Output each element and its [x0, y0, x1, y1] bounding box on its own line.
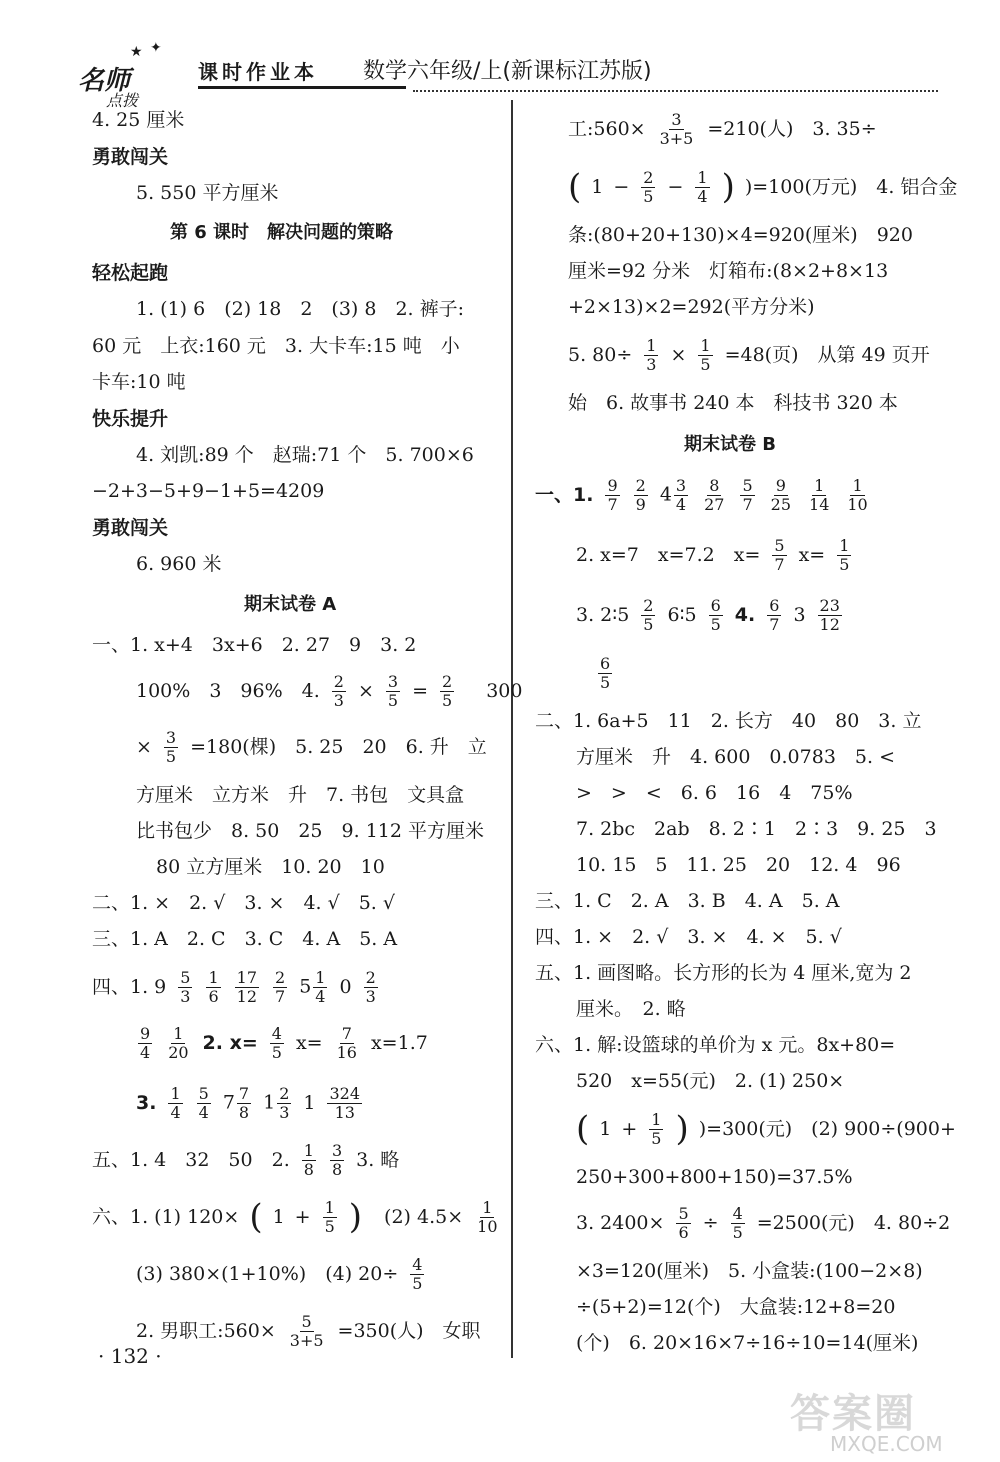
fraction: $\frac{3}{8}$: [331, 1140, 343, 1179]
fraction: $\frac{1}{4}$: [170, 1083, 181, 1122]
answer-line: 三、1. C 2. A 3. B 4. A 5. A: [535, 890, 840, 912]
answer-line: 六、1. (1) 120× ( 1 + $\frac{1}{5}$ ) (2) 4.5× $\frac{1}{10}$: [92, 1197, 498, 1237]
answer-line: 1. (1) 6 (2) 18 2 (3) 8 2. 裤子:: [136, 298, 465, 320]
answer-line: +2×13)×2=292(平方分米): [568, 296, 815, 318]
fraction: $\frac{9}{7}$: [607, 475, 618, 514]
answer-line: [596, 653, 614, 692]
series-underline: [198, 86, 406, 89]
answer-line: 250+300+800+150)=37.5%: [576, 1166, 853, 1188]
watermark-text: 答案圈: [790, 1391, 916, 1437]
answer-line: 4. 刘凯:89 个 赵瑞:71 个 5. 700×6: [136, 444, 474, 466]
logo-text-top: 名师: [78, 66, 131, 96]
header-dotted-rule: [413, 90, 938, 92]
fraction: $\frac{1}{6}$: [208, 967, 219, 1006]
answer-line: (个) 6. 20×16×7÷16÷10=14(厘米): [576, 1332, 919, 1354]
page-number: · 132 ·: [98, 1344, 162, 1368]
section-heading: 勇敢闯关: [92, 517, 169, 539]
exam-title: 期末试卷 B: [684, 434, 776, 455]
fraction: $\frac{4}{5}$: [412, 1254, 423, 1293]
fraction: $\frac{1}{5}$: [324, 1197, 335, 1236]
fraction: $\frac{1}{14}$: [809, 475, 830, 514]
mixed-number: 1 $\frac{2}{3}$: [263, 1083, 290, 1122]
mixed-number: 7 $\frac{7}{8}$: [222, 1083, 250, 1122]
answer-line: 3. 2∶5 $\frac{2}{5}$ 6∶5 $\frac{6}{5}$ 4. $\frac{6}{7}$ 3 $\frac{23}{12}$: [576, 595, 840, 634]
answer-line: 3. $\frac{1}{4}$ $\frac{5}{4}$ 7 $\frac{7}{8}$ 1 $\frac{2}{3}$ 1 $\frac{324}{13}$: [136, 1083, 361, 1122]
answer-line: ( 1 − $\frac{2}{5}$ − $\frac{1}{4}$ ) )=100(万元) 4. 铝合金: [568, 167, 958, 207]
answer-line: (3) 380×(1+10%) (4) 20÷ $\frac{4}{5}$: [136, 1254, 423, 1293]
fraction: $\frac{3}{5}$: [387, 671, 399, 710]
answer-line: 7. 2bc 2ab 8. 2∶1 2∶3 9. 25 3: [576, 818, 937, 840]
answer-line: 方厘米 升 4. 600 0.0783 5. <: [576, 746, 896, 768]
answer-line: 10. 15 5 11. 25 20 12. 4 96: [576, 854, 901, 876]
answer-line: 厘米。 2. 略: [576, 998, 686, 1020]
fraction: $\frac{4}{5}$: [271, 1023, 282, 1062]
section-heading: 勇敢闯关: [92, 146, 169, 168]
fraction: $\frac{1}{5}$: [700, 335, 711, 374]
fraction: $\frac{2}{3}$: [365, 967, 376, 1006]
fraction: $\frac{3}{3+5}$: [659, 109, 694, 148]
fraction: $\frac{1}{4}$: [697, 167, 708, 206]
fraction: $\frac{7}{16}$: [336, 1023, 357, 1062]
fraction: $\frac{2}{5}$: [643, 595, 654, 634]
answer-line: 六、1. 解:设篮球的单价为 x 元。8x+80=: [535, 1034, 896, 1056]
fraction: $\frac{5}{7}$: [742, 475, 753, 514]
publisher-logo: [78, 40, 198, 110]
watermark-url: MXQE.COM: [830, 1432, 943, 1456]
answer-line: 100% 3 96% 4. $\frac{2}{3}$ × $\frac{3}{5}$ = $\frac{2}{5}$ 300: [136, 671, 523, 710]
fraction: $\frac{2}{5}$: [643, 167, 654, 206]
answer-line: 三、1. A 2. C 3. C 4. A 5. A: [92, 928, 398, 950]
answer-line: 3. 2400× $\frac{5}{6}$ ÷ $\frac{4}{5}$ =2500(元) 4. 80÷2: [576, 1203, 951, 1242]
column-divider: [511, 100, 513, 1358]
answer-line: 比书包少 8. 50 25 9. 112 平方厘米: [136, 820, 484, 842]
answer-line: 一、1. $\frac{9}{7}$ $\frac{2}{9}$ 4 $\frac{3}{4}$ $\frac{8}{27}$ $\frac{5}{7}$ $\frac{9}{25}$ $\frac{1}{14}$ $\frac{1}{10}$: [535, 475, 868, 514]
page-header: [78, 30, 938, 110]
fraction: $\frac{1}{5}$: [651, 1109, 662, 1148]
exam-title: 期末试卷 A: [244, 594, 337, 615]
answer-line: 工:560× $\frac{3}{3+5}$ =210(人) 3. 35÷: [568, 109, 877, 148]
answer-line: 80 立方厘米 10. 20 10: [156, 856, 385, 878]
fraction: $\frac{5}{4}$: [198, 1083, 209, 1122]
fraction: $\frac{2}{5}$: [442, 671, 453, 710]
fraction: $\frac{3}{5}$: [165, 727, 177, 766]
lesson-title: 第 6 课时 解决问题的策略: [170, 222, 394, 243]
answer-line: 4. 25 厘米: [92, 109, 185, 131]
answer-line: ×3=120(厘米) 5. 小盒装:(100−2×8): [576, 1260, 923, 1282]
answer-line: 二、1. 6a+5 11 2. 长方 40 80 3. 立: [535, 710, 922, 732]
answer-line: 2. 男职工:560× $\frac{5}{3+5}$ =350(人) 女职: [136, 1311, 481, 1350]
fraction: $\frac{6}{5}$: [600, 653, 611, 692]
fraction: $\frac{2}{9}$: [635, 475, 646, 514]
logo-text-bottom: 点拨: [106, 91, 139, 110]
fraction: $\frac{1}{10}$: [477, 1197, 498, 1236]
answer-line: 5. 80÷ $\frac{1}{3}$ × $\frac{1}{5}$ =48(页) 从第 49 页开: [568, 335, 930, 374]
answer-line: 一、1. x+4 3x+6 2. 27 9 3. 2: [92, 634, 417, 656]
answer-line: 条:(80+20+130)×4=920(厘米) 920: [568, 224, 913, 246]
answer-line: ( 1 + $\frac{1}{5}$ ) )=300(元) (2) 900÷(900+: [576, 1109, 956, 1149]
answer-line: 60 元 上衣:160 元 3. 大卡车:15 吨 小: [92, 335, 460, 357]
answer-line: × $\frac{3}{5}$ =180(棵) 5. 25 20 6. 升 立: [136, 727, 487, 766]
fraction: $\frac{324}{13}$: [329, 1083, 361, 1122]
star-icon: ★: [130, 44, 143, 60]
mixed-number: 4 $\frac{3}{4}$: [659, 475, 687, 514]
fraction: $\frac{17}{12}$: [236, 967, 257, 1006]
fraction: $\frac{9}{25}$: [770, 475, 792, 514]
fraction: $\frac{5}{7}$: [774, 535, 785, 574]
answer-line: 520 x=55(元) 2. (1) 250×: [576, 1070, 845, 1092]
answer-line: 6. 960 米: [136, 553, 222, 575]
answer-line: 四、1. × 2. √ 3. × 4. × 5. √: [535, 926, 842, 948]
fraction: $\frac{8}{27}$: [704, 475, 725, 514]
series-title: 课时作业本: [198, 60, 318, 84]
answer-line: 二、1. × 2. √ 3. × 4. √ 5. √: [92, 892, 395, 914]
answer-line: 5. 550 平方厘米: [136, 182, 279, 204]
answer-line: 厘米=92 分米 灯箱布:(8×2+8×13: [568, 260, 889, 282]
fraction: $\frac{1}{8}$: [303, 1140, 314, 1179]
answer-line: 五、1. 4 32 50 2. $\frac{1}{8}$ $\frac{3}{8}$ 3. 略: [92, 1140, 400, 1179]
section-heading: 快乐提升: [92, 408, 169, 430]
fraction: $\frac{1}{3}$: [646, 335, 657, 374]
answer-line: −2+3−5+9−1+5=4209: [92, 480, 325, 502]
answer-line: $\frac{9}{4}$ $\frac{1}{20}$ 2. x= $\frac{4}{5}$ x= $\frac{7}{16}$ x=1.7: [140, 1023, 428, 1062]
fraction: $\frac{9}{4}$: [140, 1023, 151, 1062]
fraction: $\frac{5}{3+5}$: [289, 1311, 324, 1350]
section-heading: 轻松起跑: [92, 262, 169, 284]
answer-line: 五、1. 画图略。长方形的长为 4 厘米,宽为 2: [535, 962, 912, 984]
answer-line: > > < 6. 6 16 4 75%: [576, 782, 853, 804]
answer-line: 2. x=7 x=7.2 x= $\frac{5}{7}$ x= $\frac{1}{5}$: [576, 535, 850, 574]
answer-line: ÷(5+2)=12(个) 大盒装:12+8=20: [576, 1296, 896, 1318]
fraction: $\frac{5}{3}$: [180, 967, 191, 1006]
sparkle-icon: ✦: [150, 40, 162, 56]
subject-title: 数学六年级/上(新课标江苏版): [363, 59, 652, 84]
fraction: $\frac{23}{12}$: [819, 595, 840, 634]
fraction: $\frac{2}{7}$: [275, 967, 286, 1006]
answer-line: 始 6. 故事书 240 本 科技书 320 本: [568, 392, 898, 414]
answer-line: 四、1. 9 $\frac{5}{3}$ $\frac{1}{6}$ $\frac{17}{12}$ $\frac{2}{7}$ 5 $\frac{1}{4}$ 0 $\frac{2}{3}$: [92, 967, 376, 1006]
fraction: $\frac{1}{5}$: [839, 535, 850, 574]
answer-line: 方厘米 立方米 升 7. 书包 文具盒: [136, 784, 465, 806]
fraction: $\frac{4}{5}$: [732, 1203, 743, 1242]
fraction: $\frac{1}{10}$: [847, 475, 868, 514]
fraction: $\frac{1}{20}$: [168, 1023, 189, 1062]
fraction: $\frac{6}{5}$: [710, 595, 721, 634]
fraction: $\frac{6}{7}$: [769, 595, 780, 634]
mixed-number: 5 $\frac{1}{4}$: [299, 967, 326, 1006]
fraction: $\frac{5}{6}$: [678, 1203, 689, 1242]
answer-line: 卡车:10 吨: [92, 371, 186, 393]
fraction: $\frac{2}{3}$: [333, 671, 344, 710]
watermark-logo: [790, 1382, 990, 1462]
